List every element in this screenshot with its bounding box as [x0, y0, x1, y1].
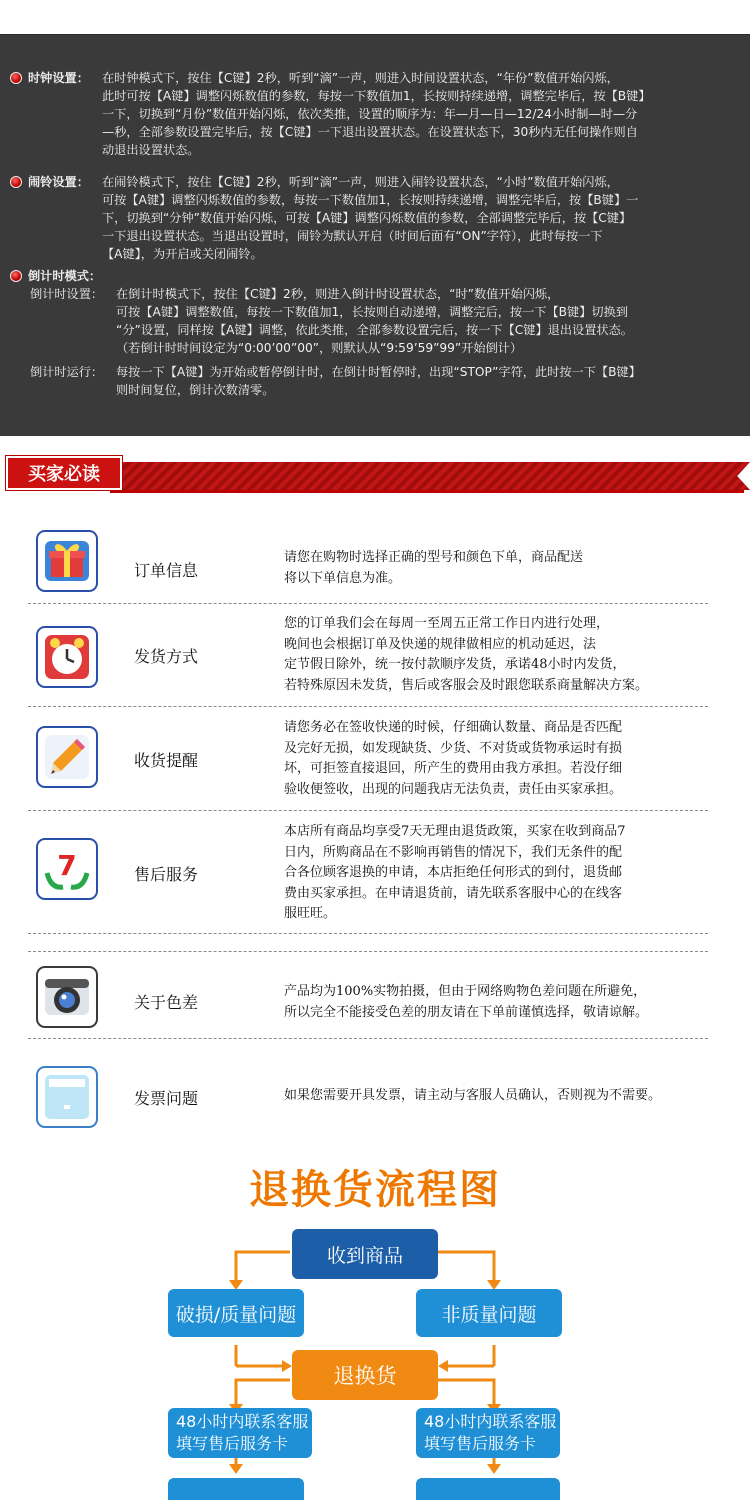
text-line: （若倒计时时间设定为“0:00’00”00”，则默认从“9:59’59”99”开始倒计）: [116, 341, 523, 355]
countdown-setting-text: [116, 285, 742, 357]
text-line: 一下，切换到“月份”数值开始闪烁，依次类推，设置的顺序为：年—月—日—12/24小时制—时—分: [102, 107, 638, 121]
flow-received-box: 收到商品: [292, 1229, 438, 1279]
notice-label: 发票问题: [134, 1089, 199, 1108]
invoice-icon: [36, 1066, 98, 1128]
divider: [28, 951, 708, 952]
countdown-run-label: 倒计时运行：: [30, 365, 104, 379]
arrow-to-non-quality: [438, 1252, 494, 1282]
text-line: 在倒计时模式下，按住【C键】2秒，则进入倒计时设置状态，“时”数值开始闪烁，: [116, 287, 560, 301]
text-line: 本店所有商品均享受7天无理由退货政策，买家在收到商品7: [284, 824, 626, 839]
alarm-setting-title: 闹铃设置：: [28, 175, 89, 189]
notice-row-receiving: [0, 716, 750, 806]
countdown-run-text: [116, 363, 742, 399]
countdown-section: [10, 267, 742, 397]
notice-text: [284, 822, 714, 925]
divider: [28, 810, 708, 811]
text-line: 填写售后服务卡: [424, 1434, 537, 1453]
notice-row-invoice: [0, 1064, 750, 1130]
text-line: 请您在购物时选择正确的型号和颜色下单，商品配送: [284, 550, 584, 565]
flow-damaged-box: 破损/质量问题: [168, 1289, 304, 1337]
clock-setting-text: [102, 69, 742, 159]
header-underline: [110, 490, 744, 493]
buyer-notice-header: [0, 456, 750, 496]
text-line: 下，切换到“分钟”数值开始闪烁，可按【A键】调整闪烁数值的参数，全部调整完毕后，按【C键】: [102, 211, 632, 225]
text-line: 合各位顾客退换的申请，本店拒绝任何形式的到付，退货邮: [284, 865, 623, 880]
text-line: 日内，所购商品在不影响再销售的情况下，我们无条件的配: [284, 844, 623, 860]
text-line: 请您务必在签收快递的时候，仔细确认数量、商品是否匹配: [284, 720, 623, 735]
bullet-icon: [10, 72, 22, 84]
notice-text: [284, 614, 714, 696]
flow-exchange-box: 退换货: [292, 1350, 438, 1400]
header-stripe: [110, 462, 750, 490]
notice-text: [284, 548, 714, 589]
text-line: 一下退出设置状态。当退出设置时，闹铃为默认开启（时间后面有“ON”字符），此时每按一下: [102, 229, 603, 243]
svg-text:7: 7: [57, 849, 77, 882]
notice-label: 发货方式: [134, 647, 199, 666]
text-line: 在时钟模式下，按住【C键】2秒，听到“滴”一声，则进入时间设置状态，“年份”数值开始闪烁，: [102, 71, 619, 85]
text-line: 可按【A键】调整闪烁数值的参数，每按一下数值加1，长按则持续递增，调整完毕后，按【B键】一: [102, 193, 639, 207]
notice-label: 关于色差: [134, 993, 199, 1012]
text-line: 定节假日除外，统一按付款顺序发货，承诺48小时内发货，: [284, 657, 626, 672]
text-line: 晚间也会根据订单及快递的规律做相应的机动延迟，法: [284, 636, 597, 652]
divider: [28, 933, 708, 934]
text-line: 可按【A键】调整数值，每按一下数值加1，长按则自动递增，调整完后，按一下【B键】切换到: [116, 305, 628, 319]
text-line: 填写售后服务卡: [176, 1434, 289, 1453]
text-line: 验收便签收，出现的问题我店无法负责，责任由买家承担。: [284, 781, 623, 797]
flow-non-quality-box: 非质量问题: [416, 1289, 562, 1337]
text-line: 【A键】，为开启或关闭闹铃。: [102, 247, 263, 261]
alarm-setting-text: [102, 173, 742, 263]
divider: [28, 706, 708, 707]
text-line: 服旺旺。: [284, 906, 337, 921]
clock-setting-section: [10, 69, 742, 161]
flow-next-step-right-box: [416, 1478, 560, 1500]
text-line: 及完好无损，如发现缺货、少货、不对货或货物承运时有损: [284, 740, 623, 756]
divider: [28, 1038, 708, 1039]
flow-contact-right-box: [416, 1408, 560, 1458]
camera-icon: [36, 966, 98, 1028]
text-line: 若特殊原因未发货，售后或客服会及时跟您联系商量解决方案。: [284, 677, 649, 693]
notice-row-after-sales: [0, 822, 750, 932]
notice-row-shipping: [0, 612, 750, 702]
text-line: 在闹铃模式下，按住【C键】2秒，听到“滴”一声，则进入闹铃设置状态，“小时”数值开始闪烁，: [102, 175, 619, 189]
text-line: 此时可按【A键】调整闪烁数值的参数，每按一下数值加1，长按则持续递增，调整完毕后，按【B键】: [102, 89, 651, 103]
divider: [28, 603, 708, 604]
text-line: “分”设置，同样按【A键】调整，依此类推，全部参数设置完后，按一下【C键】退出设置状态。: [116, 323, 633, 337]
flow-contact-left-box: [168, 1408, 312, 1458]
notice-label: 订单信息: [134, 561, 199, 580]
text-line: —秒，全部参数设置完毕后，按【C键】一下退出设置状态。在设置状态下，30秒内无任何操作则自: [102, 125, 638, 139]
text-line: 产品均为100%实物拍摄，但由于网络购物色差问题在所避免，: [284, 984, 647, 999]
notice-text: [284, 982, 714, 1023]
notice-text: [284, 1086, 714, 1107]
text-line: 费由买家承担。在申请退货前，请先联系客服中心的在线客: [284, 885, 623, 901]
text-line: 48小时内联系客服: [176, 1412, 309, 1431]
arrow-to-damaged: [236, 1252, 290, 1282]
notice-row-order-info: [0, 530, 750, 610]
flow-title: 退换货流程图: [249, 1167, 501, 1213]
text-line: 则时间复位，倒计次数清零。: [116, 383, 275, 397]
notice-label: 售后服务: [134, 865, 199, 884]
text-line: 所以完全不能接受色差的朋友请在下单前谨慎选择，敬请谅解。: [284, 1004, 649, 1020]
text-line: 每按一下【A键】为开始或暂停倒计时，在倒计时暂停时，出现“STOP”字符，此时按一下【B键】: [116, 365, 641, 379]
text-line: 如果您需要开具发票，请主动与客服人员确认，否则视为不需要。: [284, 1088, 662, 1103]
flow-next-step-left-box: [168, 1478, 304, 1500]
countdown-title: 倒计时模式：: [28, 269, 102, 283]
text-line: 将以下单信息为准。: [284, 570, 402, 586]
bullet-icon: [10, 176, 22, 188]
notice-label: 收货提醒: [134, 751, 199, 770]
header-label: 买家必读: [6, 456, 122, 490]
text-line: 48小时内联系客服: [424, 1412, 557, 1431]
seven-day-icon: [36, 838, 98, 900]
text-line: 动退出设置状态。: [102, 143, 200, 157]
text-line: 坏，可拒签直接退回，所产生的费用由我方承担。若没仔细: [284, 761, 623, 776]
clock-setting-title: 时钟设置：: [28, 71, 89, 85]
instruction-panel: [0, 34, 750, 436]
alarm-clock-icon: [36, 626, 98, 688]
gift-icon: [36, 530, 98, 592]
pencil-icon: [36, 726, 98, 788]
notice-text: [284, 718, 714, 800]
alarm-setting-section: [10, 173, 742, 265]
notice-row-color-difference: [0, 964, 750, 1034]
countdown-setting-label: 倒计时设置：: [30, 287, 104, 301]
text-line: 您的订单我们会在每周一至周五正常工作日内进行处理，: [284, 616, 610, 631]
bullet-icon: [10, 270, 22, 282]
